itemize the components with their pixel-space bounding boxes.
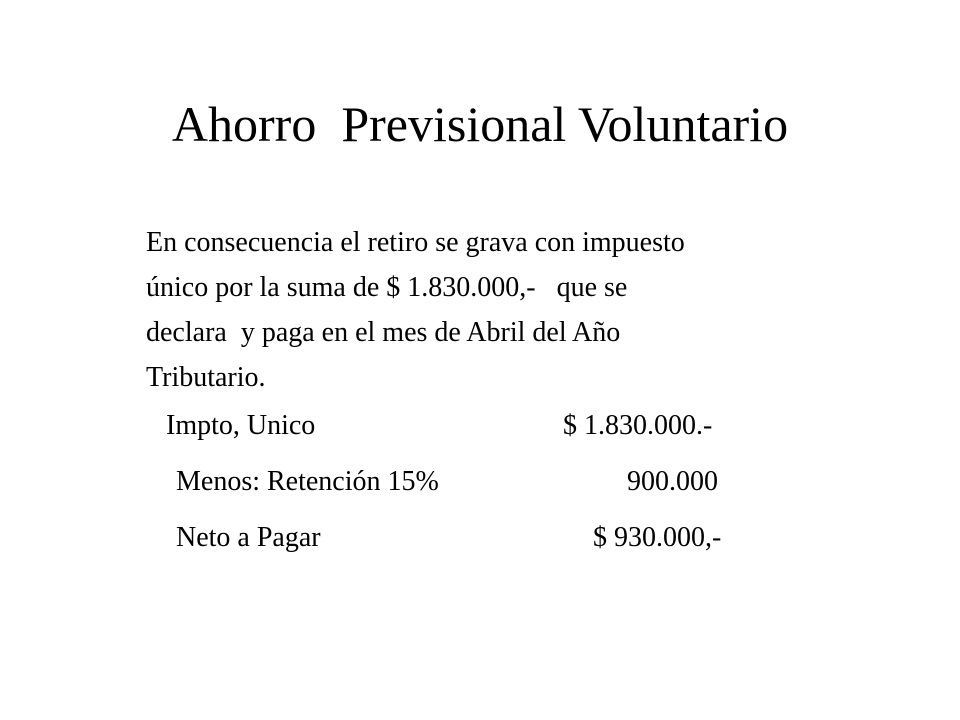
- slide-title: Ahorro Previsional Voluntario: [171, 96, 789, 152]
- calc-row-retencion: [0, 464, 960, 500]
- calc-value: $ 930.000,-: [593, 522, 722, 553]
- calc-label: Menos: Retención 15%: [176, 466, 439, 497]
- body-line: En consecuencia el retiro se grava con impuesto: [146, 227, 685, 258]
- calc-value: $ 1.830.000.-: [563, 410, 713, 441]
- calc-label: Neto a Pagar: [176, 522, 321, 553]
- calc-row-impuesto-unico: [0, 408, 960, 444]
- body-paragraph: [146, 220, 846, 400]
- body-line: declara y paga en el mes de Abril del Año: [146, 317, 621, 348]
- body-line: único por la suma de $ 1.830.000,- que se: [146, 272, 628, 303]
- calc-row-neto-a-pagar: [0, 520, 960, 556]
- body-line: Tributario.: [146, 362, 266, 393]
- calc-label: Impto, Unico: [166, 410, 316, 441]
- calc-value: 900.000: [627, 466, 718, 497]
